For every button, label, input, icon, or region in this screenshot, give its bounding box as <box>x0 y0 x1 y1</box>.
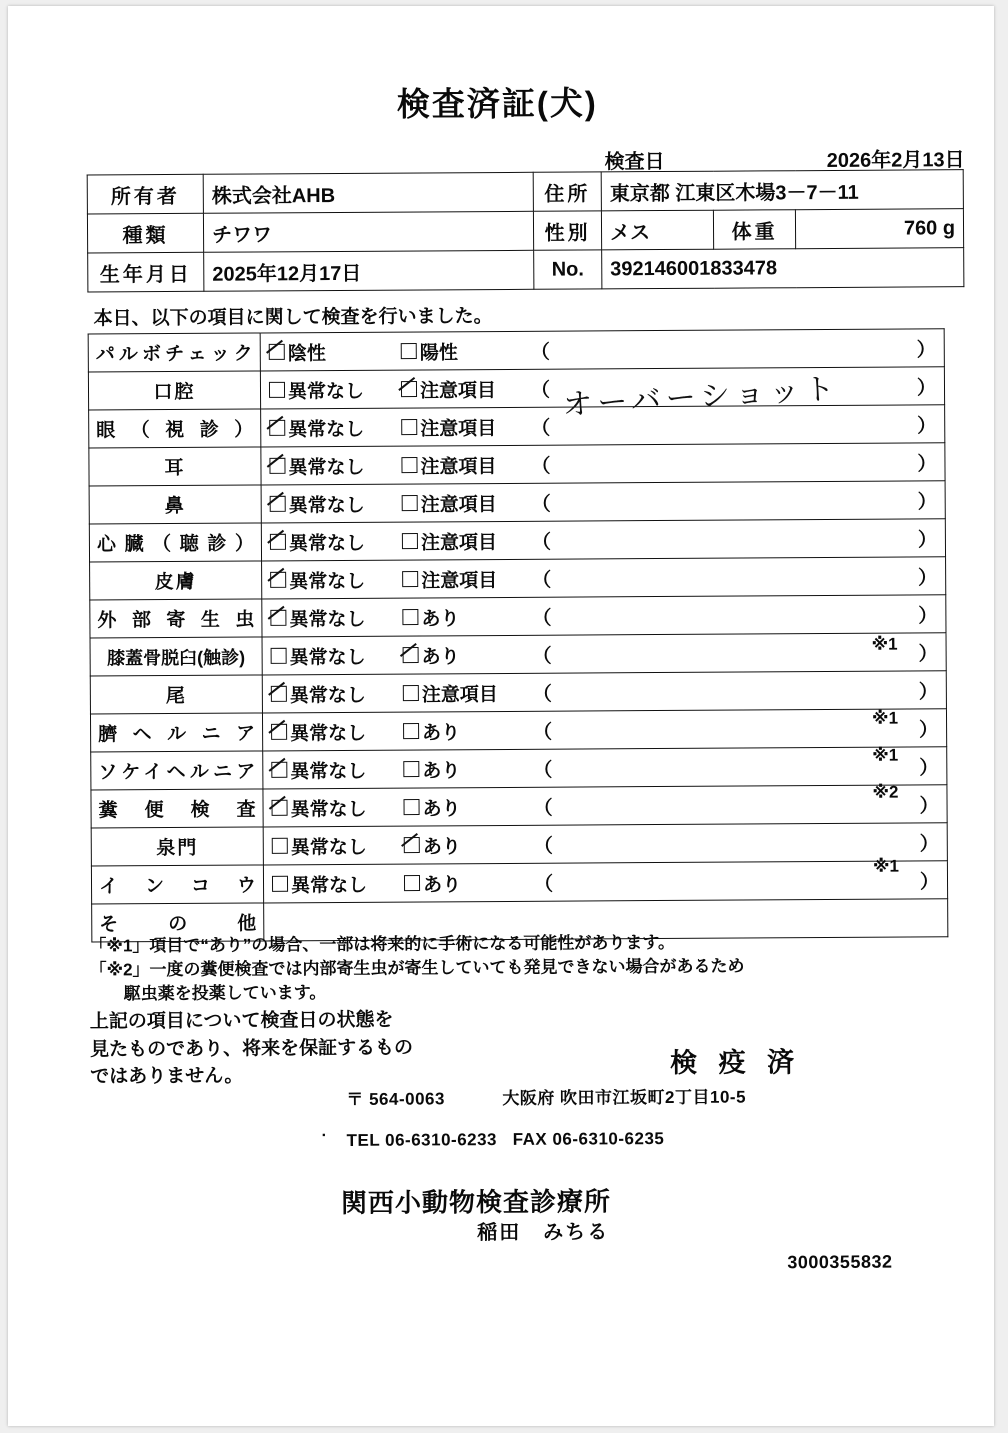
checklist-row-label: その他 <box>92 903 264 942</box>
sex-value: メス <box>601 210 713 250</box>
paren-close: ） <box>918 643 938 665</box>
checklist-row-options <box>262 709 946 751</box>
footnote-1: 「※1」項目で“あり”の場合、一部は将来的に手術になる可能性があります。 <box>89 932 676 956</box>
checkbox-option-2[interactable] <box>404 869 461 896</box>
weight-value-cell <box>795 209 963 249</box>
checklist-row-label: 外部寄生虫 <box>90 599 262 638</box>
checklist-row-label: 膝蓋骨脱臼(触診) <box>90 637 262 676</box>
disclaimer-line-1: 上記の項目について検査日の状態を <box>89 1009 394 1033</box>
checklist-row-options <box>263 861 947 903</box>
checkbox-option-2[interactable] <box>403 679 498 707</box>
checkbox-icon[interactable] <box>403 685 419 701</box>
checklist-row-label: 耳 <box>89 447 261 486</box>
checkbox-option-1[interactable] <box>269 414 364 442</box>
breed-label: 種類 <box>87 213 203 253</box>
checkbox-option-1[interactable] <box>269 452 364 480</box>
checkbox-option-2[interactable] <box>402 489 497 517</box>
paren-open: （ <box>533 721 553 743</box>
paren-close: ） <box>917 453 937 475</box>
checkbox-label: 異常なし <box>288 456 365 479</box>
checkbox-icon[interactable] <box>269 458 285 474</box>
checkbox-option-1[interactable] <box>271 680 366 708</box>
checkbox-option-1[interactable] <box>270 604 365 632</box>
checkbox-option-1[interactable] <box>269 338 326 365</box>
footnote-2-line2: 駆虫薬を投薬しています。 <box>123 983 327 1004</box>
checklist-row-label: インコウ <box>91 865 263 904</box>
paren-close: ） <box>919 757 939 779</box>
checkbox-icon[interactable] <box>401 457 417 473</box>
checkbox-icon[interactable] <box>272 838 288 854</box>
paren-close: ） <box>917 529 937 551</box>
checklist-row-label: 泉門 <box>91 827 263 866</box>
clinic-address <box>346 1083 746 1110</box>
lead-text: 本日、以下の項目に関して検査を行いました。 <box>93 306 493 330</box>
birth-value: 2025年12月17日 <box>204 250 534 291</box>
checkbox-label: 注意項目 <box>420 494 497 516</box>
paren-close: ） <box>917 415 937 437</box>
disclaimer-line-2: 見たものであり、将来を保証するもの <box>89 1037 414 1061</box>
checkbox-label: 異常なし <box>289 608 366 631</box>
checkbox-option-2[interactable] <box>402 603 459 630</box>
checkbox-icon[interactable] <box>272 800 288 816</box>
checkbox-icon[interactable] <box>272 876 288 892</box>
checkbox-option-1[interactable] <box>271 642 366 670</box>
paren-close: ） <box>918 605 938 627</box>
checklist-row-label: 尾 <box>90 675 262 714</box>
checkbox-label: 陰性 <box>287 343 326 365</box>
stray-dot: . <box>321 1123 327 1141</box>
checklist-row-options <box>263 782 947 827</box>
paren-open: （ <box>531 531 552 553</box>
paren-open: （ <box>532 645 552 667</box>
paren-close: ） <box>919 795 939 817</box>
sex-label: 性別 <box>533 211 601 250</box>
checklist-row <box>89 405 945 448</box>
checkbox-option-1[interactable] <box>272 832 367 860</box>
postal-symbol-icon: 〒 <box>346 1089 364 1109</box>
disclaimer-line-3: ではありません。 <box>90 1065 244 1088</box>
paren-close: ） <box>916 339 936 361</box>
address-value: 東京都 江東区木場3－7－11 <box>601 170 963 211</box>
paren-open: （ <box>532 607 552 629</box>
paren-close: ） <box>919 719 939 741</box>
checkbox-label: あり <box>422 874 462 896</box>
checklist-row-label: パルボチェック <box>88 333 260 372</box>
checklist-row-options <box>262 671 946 713</box>
checkbox-icon[interactable] <box>403 723 419 739</box>
checkbox-label: 異常なし <box>288 418 365 441</box>
fax-number: FAX 06-6310-6235 <box>512 1129 665 1149</box>
checkbox-label: 異常なし <box>287 380 365 403</box>
checkbox-icon[interactable] <box>270 534 286 550</box>
checkbox-icon[interactable] <box>269 344 285 360</box>
paren-close: ） <box>919 871 940 893</box>
checkbox-label: 異常なし <box>289 646 366 669</box>
checkbox-option-2[interactable] <box>401 413 496 441</box>
checkbox-label: 陽性 <box>419 342 458 364</box>
checklist-row-label: ソケイヘルニア <box>91 751 263 790</box>
checkbox-label: 異常なし <box>289 570 366 593</box>
checkbox-label: 注意項目 <box>420 418 497 440</box>
checkbox-icon[interactable] <box>404 875 420 891</box>
footnote-mark: ※1 <box>871 708 899 728</box>
checklist-table <box>88 328 949 942</box>
paren-open: （ <box>531 455 551 477</box>
checkbox-icon[interactable] <box>271 724 287 740</box>
no-label: No. <box>534 250 602 289</box>
checklist-row-options <box>261 443 945 485</box>
checklist-row-label: 口腔 <box>88 371 260 410</box>
paren-open: （ <box>533 797 553 819</box>
checkbox-option-2[interactable] <box>403 717 460 744</box>
checkbox-label: 異常なし <box>290 874 368 897</box>
checkbox-option-1[interactable] <box>270 566 365 594</box>
paren-close: ） <box>917 491 937 513</box>
checkbox-label: あり <box>422 722 461 744</box>
no-value: 392146001833478 <box>602 248 964 289</box>
checklist-row <box>89 481 945 524</box>
address-text: 大阪府 吹田市江坂町2丁目10-5 <box>502 1087 747 1108</box>
checkbox-label: 注意項目 <box>420 456 497 478</box>
checkbox-option-1[interactable] <box>269 376 364 404</box>
checkbox-option-1[interactable] <box>272 870 367 898</box>
checkbox-option-2[interactable] <box>402 565 497 593</box>
birth-label: 生年月日 <box>88 252 204 292</box>
checkbox-label: 異常なし <box>290 798 367 821</box>
table-row-owner <box>87 170 963 214</box>
checkbox-icon[interactable] <box>402 495 418 511</box>
exam-date-value: 2026年2月13日 <box>826 149 965 172</box>
checklist-row-label: 皮膚 <box>90 561 262 600</box>
paren-open: （ <box>530 341 550 363</box>
checkbox-icon[interactable] <box>403 647 419 663</box>
checklist-row <box>90 709 946 752</box>
disclaimer <box>90 1007 414 1092</box>
checklist-row <box>91 785 947 828</box>
checkbox-label: あり <box>422 760 461 782</box>
exam-date-label: 検査日 <box>604 150 665 174</box>
checkbox-icon[interactable] <box>401 419 417 435</box>
clinic-name: 関西小動物検査診療所 <box>340 1186 612 1218</box>
checkbox-icon[interactable] <box>401 343 417 359</box>
checklist-row-options <box>261 481 945 523</box>
table-row-birth <box>88 248 964 292</box>
checklist-row <box>89 443 945 486</box>
checkbox-icon[interactable] <box>270 572 286 588</box>
handwritten-note: オーバーショット <box>561 371 841 424</box>
checkbox-option-2[interactable] <box>403 641 460 668</box>
paren-close: ） <box>916 377 937 399</box>
checkbox-option-1[interactable] <box>270 490 365 518</box>
quarantine-stamp: 検 疫 済 <box>670 1047 802 1078</box>
weight-label: 体重 <box>713 210 795 250</box>
checkbox-label: 注意項目 <box>421 570 498 592</box>
paren-close: ） <box>918 681 938 703</box>
footnote-mark: ※1 <box>872 856 899 876</box>
checklist-row-label: 糞便検査 <box>91 789 263 828</box>
checkbox-label: 異常なし <box>289 684 366 707</box>
checkbox-icon[interactable] <box>269 420 285 436</box>
checklist-row-options <box>260 329 944 371</box>
checkbox-label: 注意項目 <box>420 532 498 554</box>
checkbox-icon[interactable] <box>403 761 419 777</box>
checkbox-icon[interactable] <box>270 610 286 626</box>
checklist-row-label: 眼（視診） <box>89 409 261 448</box>
checkbox-label: 異常なし <box>290 722 367 745</box>
paren-open: （ <box>533 873 554 895</box>
address-label: 住所 <box>533 172 601 211</box>
paren-open: （ <box>532 569 552 591</box>
checkbox-icon[interactable] <box>269 382 285 398</box>
paren-open: （ <box>531 417 551 439</box>
checkbox-option-2[interactable] <box>401 451 496 479</box>
checkbox-label: 注意項目 <box>421 684 498 706</box>
checkbox-icon[interactable] <box>270 496 286 512</box>
certificate-page <box>8 6 994 1426</box>
checklist-row-options <box>261 519 945 561</box>
checkbox-icon[interactable] <box>404 799 420 815</box>
checkbox-option-2[interactable] <box>403 755 460 782</box>
page-title: 検査済証(犬) <box>396 84 598 123</box>
certificate-body <box>4 3 999 1429</box>
paren-open: （ <box>531 493 551 515</box>
info-table <box>87 169 965 292</box>
serial-number: 3000355832 <box>787 1251 893 1273</box>
footnote-mark: ※1 <box>871 634 898 654</box>
footnotes <box>89 931 744 1007</box>
checkbox-option-1[interactable] <box>271 718 366 746</box>
footnote-2-line1: 「※2」一度の糞便検査では内部寄生虫が寄生していても発見できない場合があるため <box>89 956 745 980</box>
footnote-mark: ※1 <box>872 745 899 765</box>
checkbox-option-2[interactable] <box>401 337 458 364</box>
clinic-contact <box>347 1129 665 1151</box>
checklist-row <box>89 519 945 562</box>
checklist-row-label: 鼻 <box>89 485 261 524</box>
checkbox-icon[interactable] <box>402 609 418 625</box>
checklist-row-label: 臍ヘルニア <box>90 713 262 752</box>
checkbox-icon[interactable] <box>402 533 418 549</box>
checkbox-option-2[interactable] <box>404 831 461 858</box>
checkbox-option-2[interactable] <box>402 527 497 555</box>
checklist-row <box>91 747 947 790</box>
checkbox-icon[interactable] <box>401 381 417 397</box>
checkbox-option-1[interactable] <box>271 756 366 784</box>
checkbox-option-2[interactable] <box>401 375 496 403</box>
checkbox-label: あり <box>422 836 461 858</box>
footnote-mark: ※2 <box>872 782 899 802</box>
checkbox-option-2[interactable] <box>403 793 460 820</box>
checkbox-label: 異常なし <box>290 836 367 859</box>
postal-code: 564-0063 <box>369 1089 445 1109</box>
breed-value: チワワ <box>203 211 533 252</box>
checkbox-icon[interactable] <box>404 837 420 853</box>
checkbox-icon[interactable] <box>271 686 287 702</box>
checkbox-icon[interactable] <box>402 571 418 587</box>
checkbox-label: あり <box>421 608 460 630</box>
checkbox-label: 異常なし <box>290 760 367 783</box>
paren-open: （ <box>533 835 553 857</box>
checklist-row-options <box>263 747 947 789</box>
owner-label: 所有者 <box>87 174 203 214</box>
owner-value: 株式会社AHB <box>203 172 533 213</box>
paren-close: ） <box>918 567 938 589</box>
paren-open: （ <box>533 759 553 781</box>
checklist-row-options <box>262 595 946 637</box>
checkbox-label: 注意項目 <box>419 380 497 402</box>
checkbox-label: あり <box>421 646 460 668</box>
telephone-number: TEL 06-6310-6233 <box>346 1130 498 1150</box>
checklist-row-options <box>263 823 947 865</box>
checklist-row-label: 心臓（聴診） <box>89 523 261 562</box>
paren-open: （ <box>532 683 552 705</box>
weight-value: 760 <box>903 216 938 240</box>
checkbox-icon[interactable] <box>271 762 287 778</box>
checklist-row <box>90 595 946 638</box>
checkbox-label: 異常なし <box>288 494 365 517</box>
checkbox-label: あり <box>422 798 461 820</box>
paren-open: （ <box>530 379 551 401</box>
checkbox-label: 異常なし <box>288 532 366 555</box>
veterinarian-name: 稲田 みちる <box>477 1221 610 1245</box>
table-row-breed <box>87 209 963 253</box>
checklist-row <box>90 557 946 600</box>
checklist-row <box>90 633 946 676</box>
checklist-row-options <box>262 633 946 675</box>
checklist-row <box>91 861 947 904</box>
checklist-row <box>91 823 947 866</box>
checkbox-icon[interactable] <box>271 648 287 664</box>
checklist-row-options <box>262 557 946 599</box>
checkbox-option-1[interactable] <box>270 528 365 556</box>
checkbox-option-1[interactable] <box>271 794 366 822</box>
checklist-row <box>90 671 946 714</box>
paren-close: ） <box>919 833 939 855</box>
weight-unit: g <box>942 216 956 239</box>
